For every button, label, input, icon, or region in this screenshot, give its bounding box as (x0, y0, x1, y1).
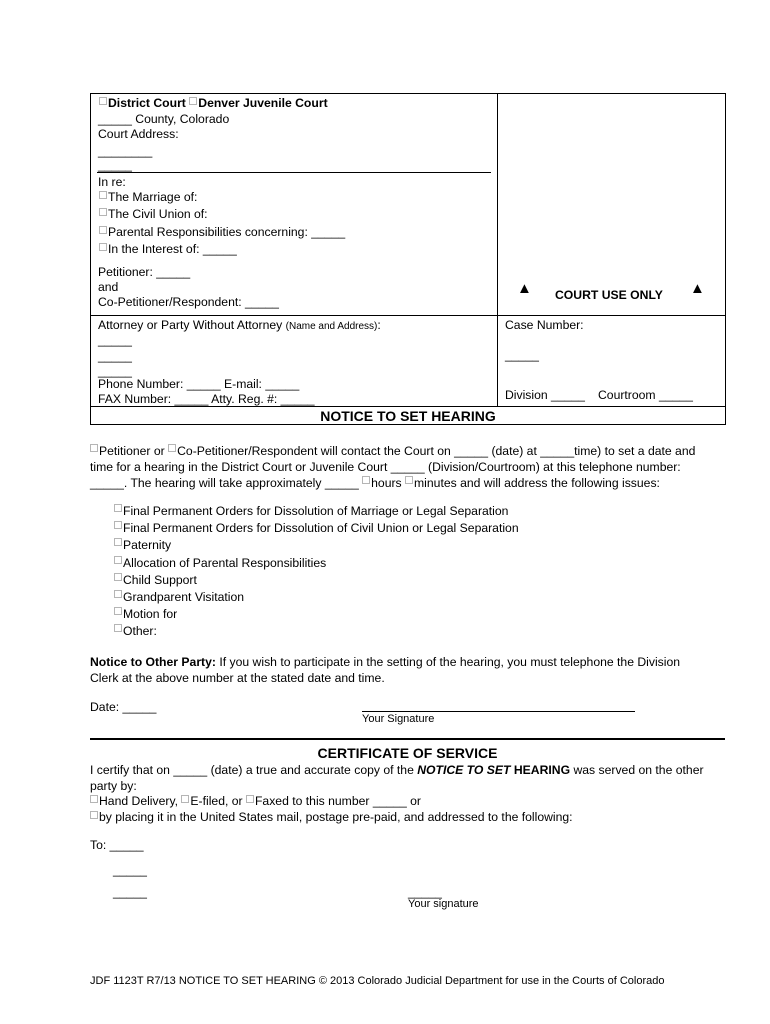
to-blank[interactable]: _____ (113, 863, 147, 877)
issue-checkbox[interactable] (114, 521, 122, 529)
issue-label: Other: (123, 624, 157, 639)
and-label: and (98, 280, 119, 294)
notice-to-set-emphasis: NOTICE TO SET (417, 763, 511, 777)
civil-union-label: The Civil Union of: (108, 207, 208, 221)
petitioner-line: Petitioner: _____ (98, 265, 191, 279)
notice-paragraph (90, 654, 724, 686)
hours-checkbox[interactable] (362, 476, 370, 484)
form-title: NOTICE TO SET HEARING (320, 408, 496, 424)
district-court-label: District Court (108, 96, 186, 110)
issue-label: Paternity (123, 538, 172, 553)
petitioner-checkbox[interactable] (90, 444, 98, 452)
contact-text-line2: time for a hearing in the District Court or Juvenile Court _____ (Division/Courtroom) at this telephone number: (90, 460, 681, 474)
duration-text: _____. The hearing will take approximately _____ (90, 476, 359, 490)
petitioner-text: Petitioner or (99, 444, 165, 458)
juvenile-court-checkbox[interactable] (189, 97, 197, 105)
issue-item (114, 572, 519, 589)
juvenile-court-label: Denver Juvenile Court (198, 96, 328, 110)
your-signature-label: Your Signature (362, 713, 435, 725)
issue-item (114, 606, 519, 623)
issue-checkbox[interactable] (114, 573, 122, 581)
issue-label: Final Permanent Orders for Dissolution of Marriage or Legal Separation (123, 504, 509, 518)
issue-item (114, 537, 519, 554)
hand-delivery-label: Hand Delivery, (99, 794, 179, 808)
case-number-blank[interactable]: _____ (505, 348, 539, 362)
court-address-blank[interactable]: ________ (98, 144, 153, 158)
division-line: Division _____ (505, 388, 585, 402)
hand-delivery-checkbox[interactable] (90, 795, 98, 803)
efiled-label: E-filed, or (190, 794, 243, 808)
hearing-emphasis: HEARING (513, 763, 571, 777)
notice-text: If you wish to participate in the setting of the hearing, you must telephone the Division (219, 655, 681, 669)
to-blank[interactable]: _____ (113, 885, 147, 899)
court-address-label: Court Address: (98, 127, 179, 141)
notice-label: Notice to Other Party: (90, 655, 216, 669)
page-footer: JDF 1123T R7/13 NOTICE TO SET HEARING © 2013 Colorado Judicial Department for use in the Courts of Colorado (90, 975, 665, 987)
issue-checkbox[interactable] (114, 504, 122, 512)
faxed-label: Faxed to this number _____ or (254, 794, 421, 808)
issue-checkbox[interactable] (114, 607, 122, 615)
certify-text: I certify that on _____ (date) a true and accurate copy of the (90, 763, 414, 777)
marriage-row (99, 190, 197, 204)
attorney-label-row (98, 318, 381, 332)
issue-label: Allocation of Parental Responsibilities (123, 555, 327, 570)
civil-union-row (99, 207, 208, 221)
mail-checkbox[interactable] (90, 811, 98, 819)
attorney-colon: : (377, 318, 381, 332)
date-line[interactable]: Date: _____ (90, 700, 157, 714)
parental-label: Parental Responsibilities concerning: _____ (108, 225, 346, 239)
district-court-checkbox[interactable] (99, 97, 107, 105)
certificate-signature-label: Your signature (408, 898, 479, 910)
issue-checkbox[interactable] (114, 538, 122, 546)
party-by-text: party by: (90, 778, 137, 793)
court-address-blank[interactable]: _____ (98, 158, 132, 172)
issue-label: Final Permanent Orders for Dissolution of Civil Union or Legal Separation (123, 521, 519, 536)
certificate-title: CERTIFICATE OF SERVICE (317, 745, 498, 761)
issue-item (114, 555, 519, 572)
fax-reg-line: FAX Number: _____ Atty. Reg. #: _____ (98, 392, 315, 406)
contact-text: Co-Petitioner/Respondent will contact the Court on _____ (date) at _____time) to set a date and (177, 444, 696, 458)
marriage-label: The Marriage of: (108, 190, 198, 204)
contact-paragraph (90, 443, 724, 491)
issue-checkbox[interactable] (114, 624, 122, 632)
county-line: _____ County, Colorado (98, 112, 230, 126)
interest-row (99, 242, 237, 256)
issue-item (114, 623, 519, 640)
attorney-blank[interactable]: _____ (98, 349, 132, 363)
triangle-left-icon: ▲ (517, 280, 532, 297)
issue-checkbox[interactable] (114, 590, 122, 598)
court-type-row (99, 96, 328, 110)
signature-line[interactable] (362, 711, 635, 712)
issue-checkbox[interactable] (114, 556, 122, 564)
minutes-checkbox[interactable] (405, 476, 413, 484)
to-line[interactable]: To: _____ (90, 838, 144, 852)
issue-item (114, 589, 519, 606)
issue-item (114, 503, 519, 520)
parental-checkbox[interactable] (99, 226, 107, 234)
attorney-blank[interactable]: _____ (98, 333, 132, 347)
faxed-checkbox[interactable] (246, 795, 254, 803)
served-text: was served on the other (573, 763, 704, 777)
certificate-text (90, 763, 725, 825)
interest-label: In the Interest of: _____ (108, 242, 237, 256)
mail-label: by placing it in the United States mail, postage pre-paid, and addressed to the following: (99, 809, 573, 824)
civil-union-checkbox[interactable] (99, 208, 107, 216)
attorney-blank[interactable]: _____ (98, 364, 132, 378)
parental-row (99, 225, 345, 239)
case-number-label: Case Number: (505, 318, 584, 332)
in-re-label: In re: (98, 175, 126, 189)
attorney-label: Attorney or Party Without Attorney (98, 318, 283, 332)
efiled-checkbox[interactable] (181, 795, 189, 803)
co-petitioner-line: Co-Petitioner/Respondent: _____ (98, 295, 279, 309)
section-divider (90, 738, 725, 740)
minutes-label: minutes and will address the following issues: (414, 476, 660, 490)
hours-label: hours (371, 476, 402, 490)
attorney-note: (Name and Address) (285, 321, 378, 332)
issues-list (114, 503, 519, 641)
marriage-checkbox[interactable] (99, 191, 107, 199)
triangle-right-icon: ▲ (690, 280, 705, 297)
issue-label: Grandparent Visitation (123, 590, 245, 605)
issue-label: Child Support (123, 572, 197, 587)
courtroom-line: Courtroom _____ (598, 388, 693, 402)
issue-label: Motion for (123, 607, 178, 622)
interest-checkbox[interactable] (99, 243, 107, 251)
co-petitioner-checkbox[interactable] (168, 444, 176, 452)
issue-item (114, 520, 519, 537)
certificate-signature-blank[interactable]: _____ (408, 885, 442, 899)
court-use-only-label: COURT USE ONLY (555, 288, 663, 302)
notice-text-line2: Clerk at the above number at the stated date and time. (90, 671, 385, 685)
phone-email-line: Phone Number: _____ E-mail: _____ (98, 377, 300, 391)
